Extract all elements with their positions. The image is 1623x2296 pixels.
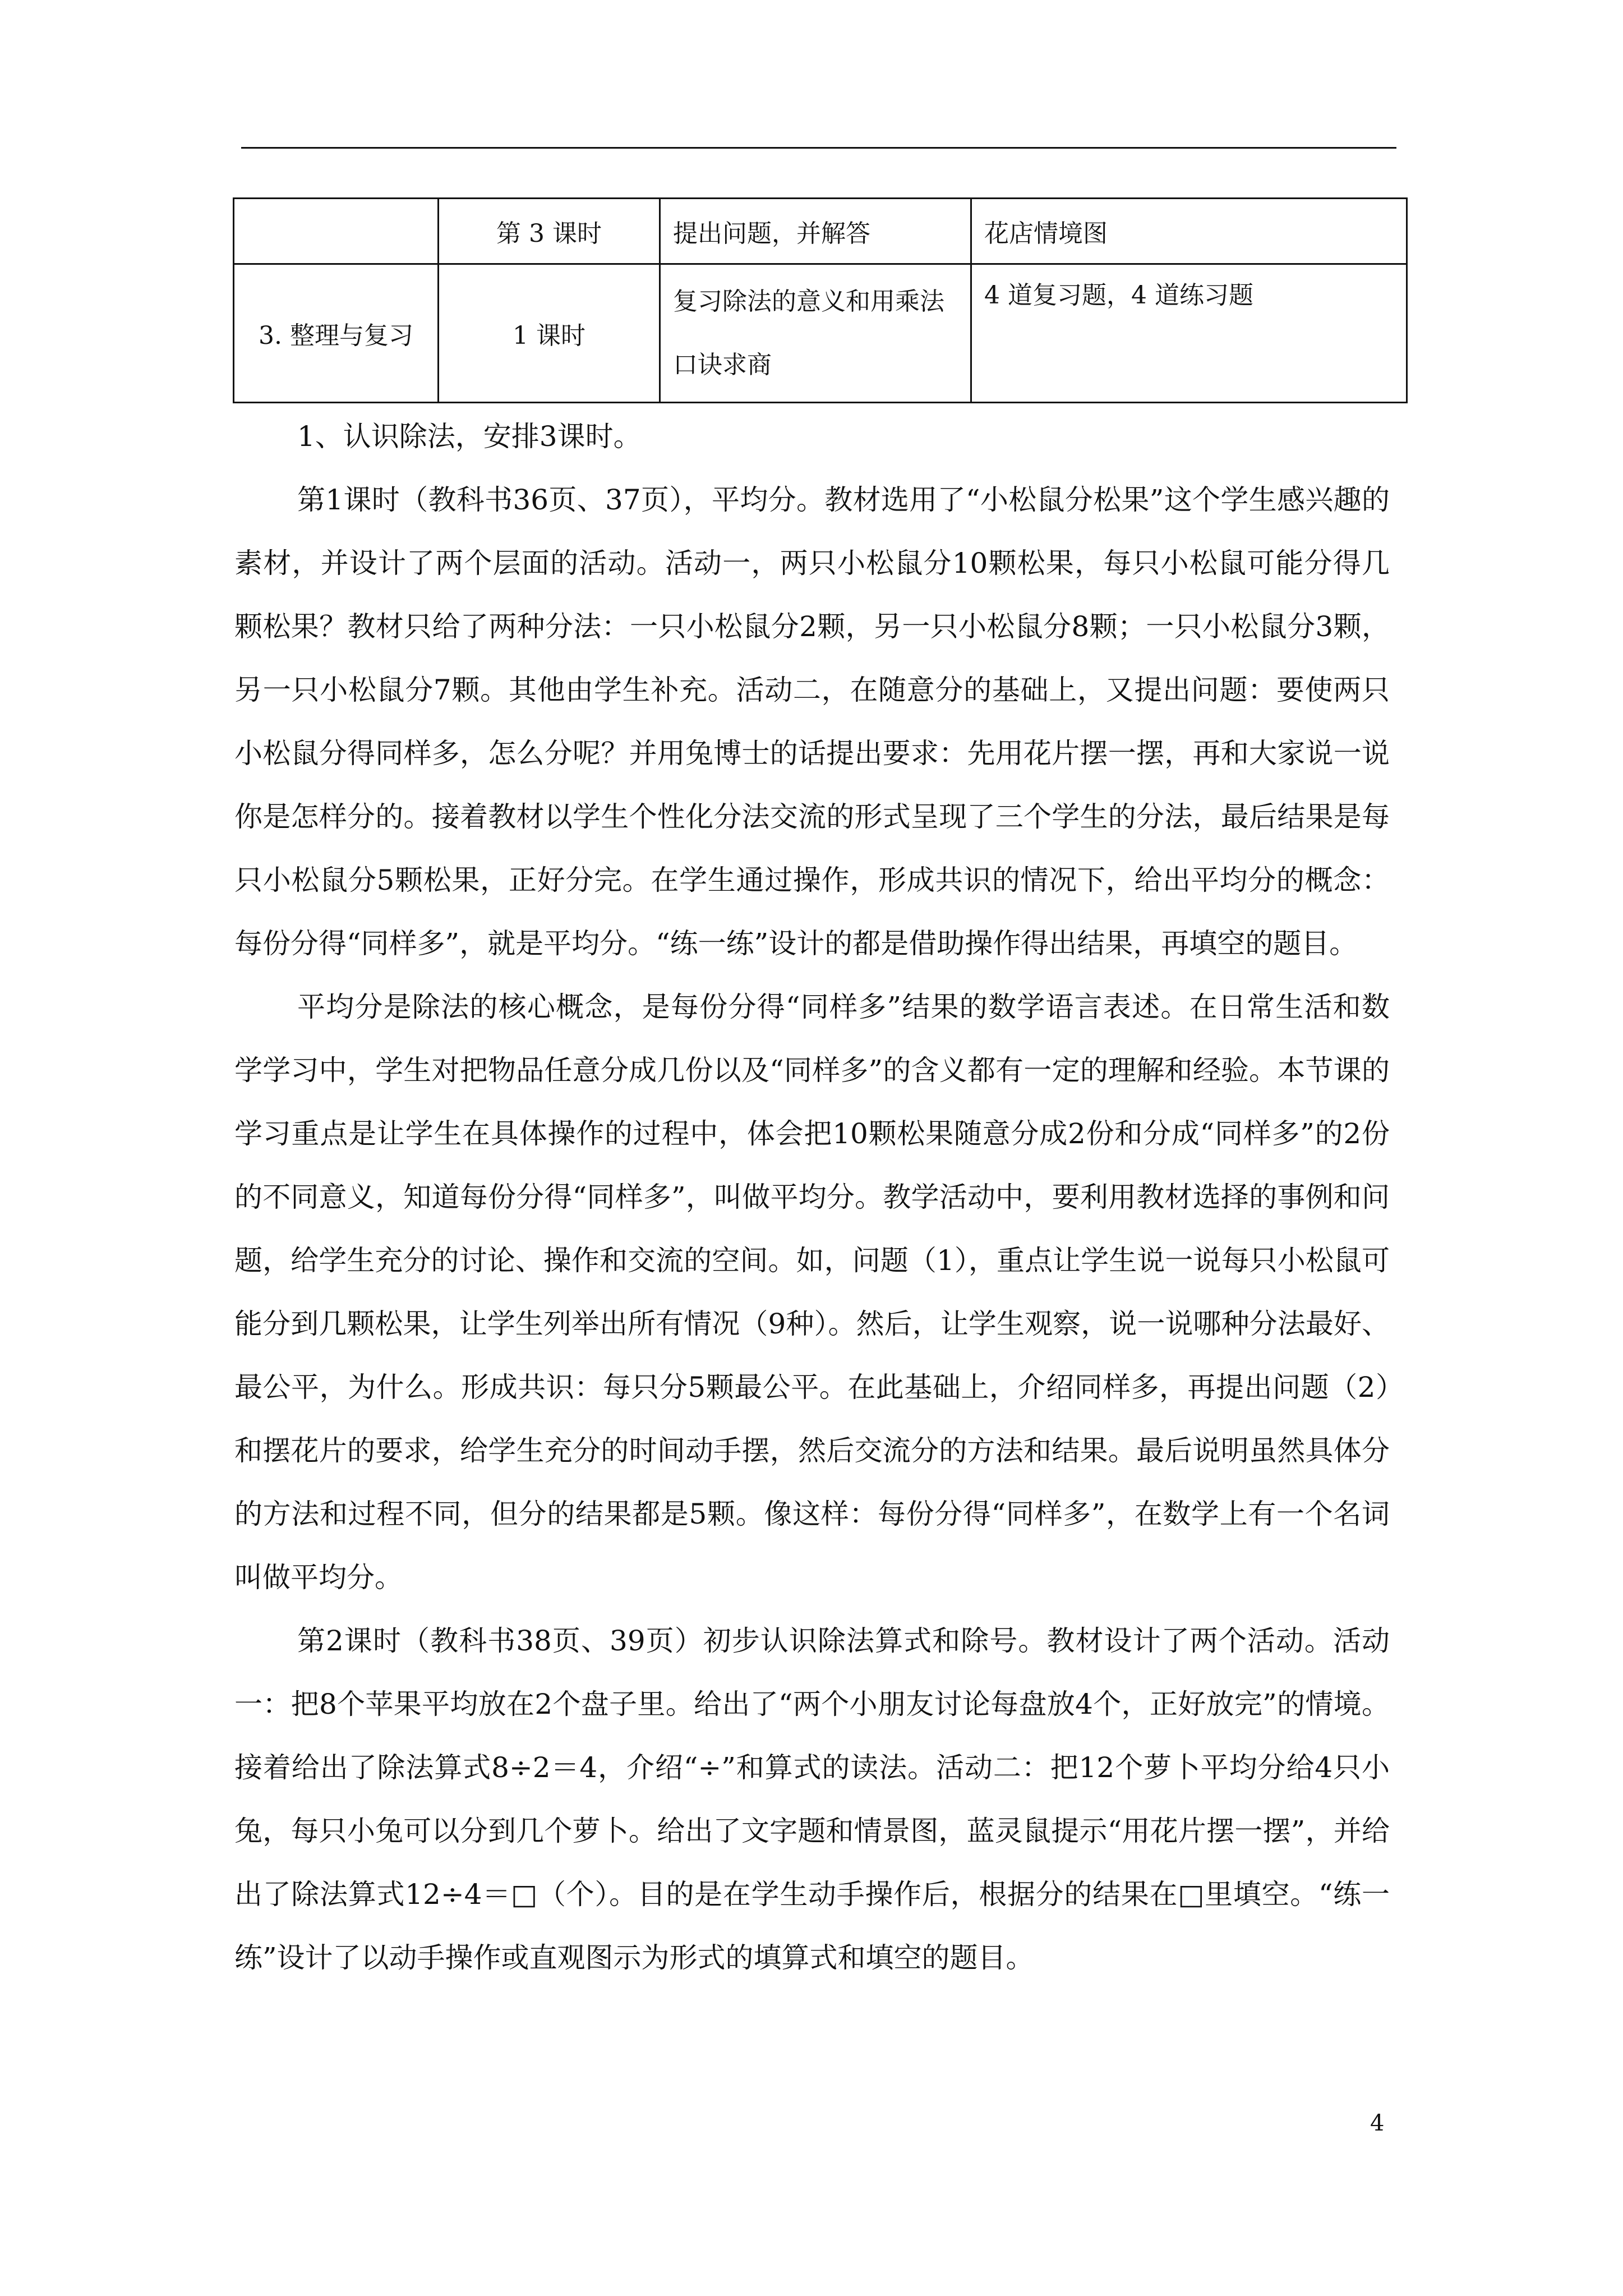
header-rule xyxy=(241,147,1396,149)
page-number: 4 xyxy=(1370,2110,1385,2136)
body-text xyxy=(234,405,1390,1990)
lesson-plan-table xyxy=(233,197,1408,403)
table-cell-section: 3. 整理与复习 xyxy=(234,264,439,403)
paragraph: 第1课时（教科书36页、37页），平均分。教材选用了“小松鼠分松果”这个学生感兴趣的素材，并设计了两个层面的活动。活动一，两只小松鼠分10颗松果，每只小松鼠可能分得几颗松果？教材只给了两种分法：一只小松鼠分2颗，另一只小松鼠分8颗；一只小松鼠分3颗，另一只小松鼠分7颗。其他由学生补充。活动二，在随意分的基础上，又提出问题：要使两只小松鼠分得同样多，怎么分呢？并用兔博士的话提出要求：先用花片摆一摆，再和大家说一说你是怎样分的。接着教材以学生个性化分法交流的形式呈现了三个学生的分法，最后结果是每只小松鼠分5颗松果，正好分完。在学生通过操作，形成共识的情况下，给出平均分的概念：每份分得“同样多”，就是平均分。“练一练”设计的都是借助操作得出结果，再填空的题目。 xyxy=(234,484,1390,960)
paragraph: 平均分是除法的核心概念，是每份分得“同样多”结果的数学语言表述。在日常生活和数学学习中，学生对把物品任意分成几份以及“同样多”的含义都有一定的理解和经验。本节课的学习重点是让学生在具体操作的过程中，体会把10颗松果随意分成2份和分成“同样多”的2份的不同意义，知道每份分得“同样多”，叫做平均分。教学活动中，要利用教材选择的事例和问题，给学生充分的讨论、操作和交流的空间。如，问题（1），重点让学生说一说每只小松鼠可能分到几颗松果，让学生列举出所有情况（9种）。然后，让学生观察，说一说哪种分法最好、最公平，为什么。形成共识：每只分5颗最公平。在此基础上，介绍同样多，再提出问题（2）和摆花片的要求，给学生充分的时间动手摆，然后交流分的方法和结果。最后说明虽然具体分的方法和过程不同，但分的结果都是5颗。像这样：每份分得“同样多”，在数学上有一个名词叫做平均分。 xyxy=(234,991,1390,1594)
table-cell-content: 复习除法的意义和用乘法口诀求商 xyxy=(660,264,971,403)
table-cell-content: 提出问题，并解答 xyxy=(660,199,971,264)
table-cell-section xyxy=(234,199,439,264)
table-cell-material: 4 道复习题，4 道练习题 xyxy=(971,264,1407,403)
table-row xyxy=(234,199,1407,264)
table-cell-material: 花店情境图 xyxy=(971,199,1407,264)
table-row xyxy=(234,264,1407,403)
table-cell-hours: 第 3 课时 xyxy=(439,199,660,264)
table-cell-hours: 1 课时 xyxy=(439,264,660,403)
paragraph: 第2课时（教科书38页、39页）初步认识除法算式和除号。教材设计了两个活动。活动一：把8个苹果平均放在2个盘子里。给出了“两个小朋友讨论每盘放4个，正好放完”的情境。接着给出了除法算式8÷2＝4，介绍“÷”和算式的读法。活动二：把12个萝卜平均分给4只小兔，每只小兔可以分到几个萝卜。给出了文字题和情景图，蓝灵鼠提示“用花片摆一摆”，并给出了除法算式12÷4＝□（个）。目的是在学生动手操作后，根据分的结果在□里填空。“练一练”设计了以动手操作或直观图示为形式的填算式和填空的题目。 xyxy=(234,1625,1390,1974)
paragraph-heading: 1、认识除法，安排3课时。 xyxy=(297,420,642,453)
